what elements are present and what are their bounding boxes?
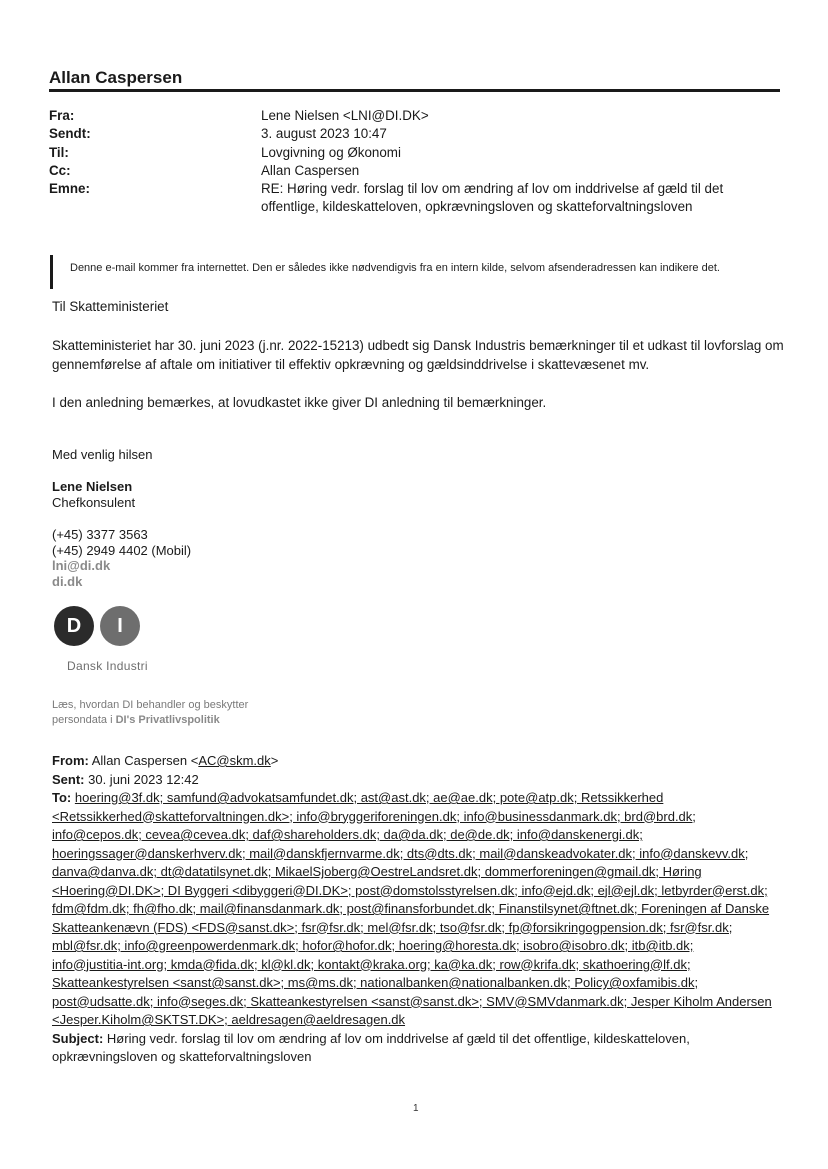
forwarded-from-email[interactable]: AC@skm.dk (198, 753, 271, 768)
forwarded-from (52, 752, 772, 771)
forwarded-label: Sent: (52, 771, 85, 787)
header-value: RE: Høring vedr. forslag til lov om ændring af lov om inddrivelse af gæld til det offentlige, kildeskatteloven, opkrævningsloven og skatteforvaltningsloven (261, 181, 724, 214)
forwarded-label: From: (52, 753, 89, 768)
forwarded-sent (52, 771, 772, 790)
forwarded-to (52, 789, 772, 1030)
header-label: Til: (49, 145, 69, 160)
logo-circle-i: I (100, 606, 140, 646)
sender-heading: Allan Caspersen (49, 68, 183, 87)
logo-circle-d: D (54, 606, 94, 646)
header-value: Lovgivning og Økonomi (261, 145, 401, 160)
forwarded-to-recipients[interactable]: hoering@3f.dk; samfund@advokatsamfundet.dk; ast@ast.dk; ae@ae.dk; pote@atp.dk; Retssikkerhed <Retssikkerhed@skatteforvaltningen.dk>; info@bryggeriforeningen.dk; info@businessdanmark.dk; brd@brd.dk; info@cepos.dk; cevea@cevea.dk; daf@shareholders.dk; da@da.dk; de@de.dk; info@danskenergi.dk; hoeringssager@danskerhverv.dk; mail@danskfjernvarme.dk; dts@dts.dk; mail@danskeadvokater.dk; info@danskevv.dk; danva@danva.dk; dt@datatilsynet.dk; MikaelSjoberg@OestreLandsret.dk; dommerforeningen@gmail.dk; Høring <Hoering@DI.DK>; DI Byggeri <dibyggeri@DI.DK>; post@domstolsstyrelsen.dk; info@ejd.dk; ejl@ejl.dk; letbyrder@erst.dk; fdm@fdm.dk; fh@fho.dk; mail@finansdanmark.dk; post@finansforbundet.dk; Finanstilsynet@ftnet.dk; Foreningen af Danske Skatteankenævn (FDS) <FDS@sanst.dk>; fsr@fsr.dk; mel@fsr.dk; tso@fsr.dk; fp@forsikringogpension.dk; fsr@fsr.dk; mbl@fsr.dk; info@greenpowerdenmark.dk; hofor@hofor.dk; hoering@horesta.dk; isobro@isobro.dk; itb@itb.dk; info@justitia-int.org; kmda@fida.dk; kl@kl.dk; kontakt@kraka.org; ka@ka.dk; row@krifa.dk; skathoering@lf.dk; Skatteankestyrelsen <sanst@sanst.dk>; ms@ms.dk; nationalbanken@nationalbanken.dk; Policy@oxfamibis.dk; post@udsatte.dk; info@seges.dk; Skatteankestyrelsen <sanst@sanst.dk>; SMV@SMVdanmark.dk; Jesper Kiholm Andersen <Jesper.Kiholm@SKTST.DK>; aeldresagen@aeldresagen.dk (52, 790, 772, 1027)
forwarded-label: To: (52, 790, 72, 805)
header-value: Lene Nielsen <LNI@DI.DK> (261, 108, 429, 123)
header-label: Sendt: (49, 126, 91, 141)
body-paragraph: I den anledning bemærkes, at lovudkastet ikke giver DI anledning til bemærkninger. (52, 395, 547, 410)
privacy-prefix: persondata i (52, 714, 116, 726)
external-notice: Denne e-mail kommer fra internettet. Den er således ikke nødvendigvis fra en intern kilde, selvom afsenderadressen kan indikere det. (70, 262, 720, 274)
privacy-policy-link[interactable]: DI's Privatlivspolitik (115, 714, 220, 726)
di-logo (54, 606, 144, 650)
forwarded-label: Subject: (52, 1030, 104, 1046)
logo-caption: Dansk Industri (67, 659, 148, 673)
signature-mobile: (+45) 2949 4402 (Mobil) (52, 543, 192, 558)
forwarded-subject (52, 1030, 772, 1067)
header-label: Emne: (49, 181, 90, 196)
signature-email-link[interactable]: lni@di.dk (52, 558, 111, 573)
heading-rule (49, 89, 780, 92)
header-label: Cc: (49, 163, 71, 178)
privacy-note (52, 698, 248, 728)
body-paragraph: Skatteministeriet har 30. juni 2023 (j.nr. 2022-15213) udbedt sig Dansk Industris bemærkninger til et udkast til lovforslag om gennemførelse af aftale om initiativer til effektiv opkrævning og gældsinddrivelse i skattevæsenet mv. (52, 338, 784, 372)
external-notice-bar (50, 255, 53, 289)
signature-name: Lene Nielsen (52, 479, 133, 494)
forwarded-message-header (52, 752, 772, 1067)
closing: Med venlig hilsen (52, 447, 153, 462)
forwarded-sent-value: 30. juni 2023 12:42 (88, 771, 199, 787)
page-number: 1 (413, 1103, 419, 1114)
signature-title: Chefkonsulent (52, 495, 136, 510)
header-value: 3. august 2023 10:47 (261, 126, 387, 141)
forwarded-from-end: > (270, 753, 279, 768)
signature-phone: (+45) 3377 3563 (52, 527, 148, 542)
forwarded-subject-value: Høring vedr. forslag til lov om ændring af lov om inddrivelse af gæld til det offentlige, kildeskatteloven, opkrævningsloven og skatteforvaltningsloven (52, 1030, 690, 1064)
header-label: Fra: (49, 108, 75, 123)
signature-website-link[interactable]: di.dk (52, 574, 83, 589)
privacy-line: Læs, hvordan DI behandler og beskytter (52, 699, 249, 711)
header-value: Allan Caspersen (261, 163, 360, 178)
privacy-line-2 (52, 713, 248, 728)
forwarded-from-name: Allan Caspersen < (91, 753, 199, 768)
salutation: Til Skatteministeriet (52, 299, 169, 314)
